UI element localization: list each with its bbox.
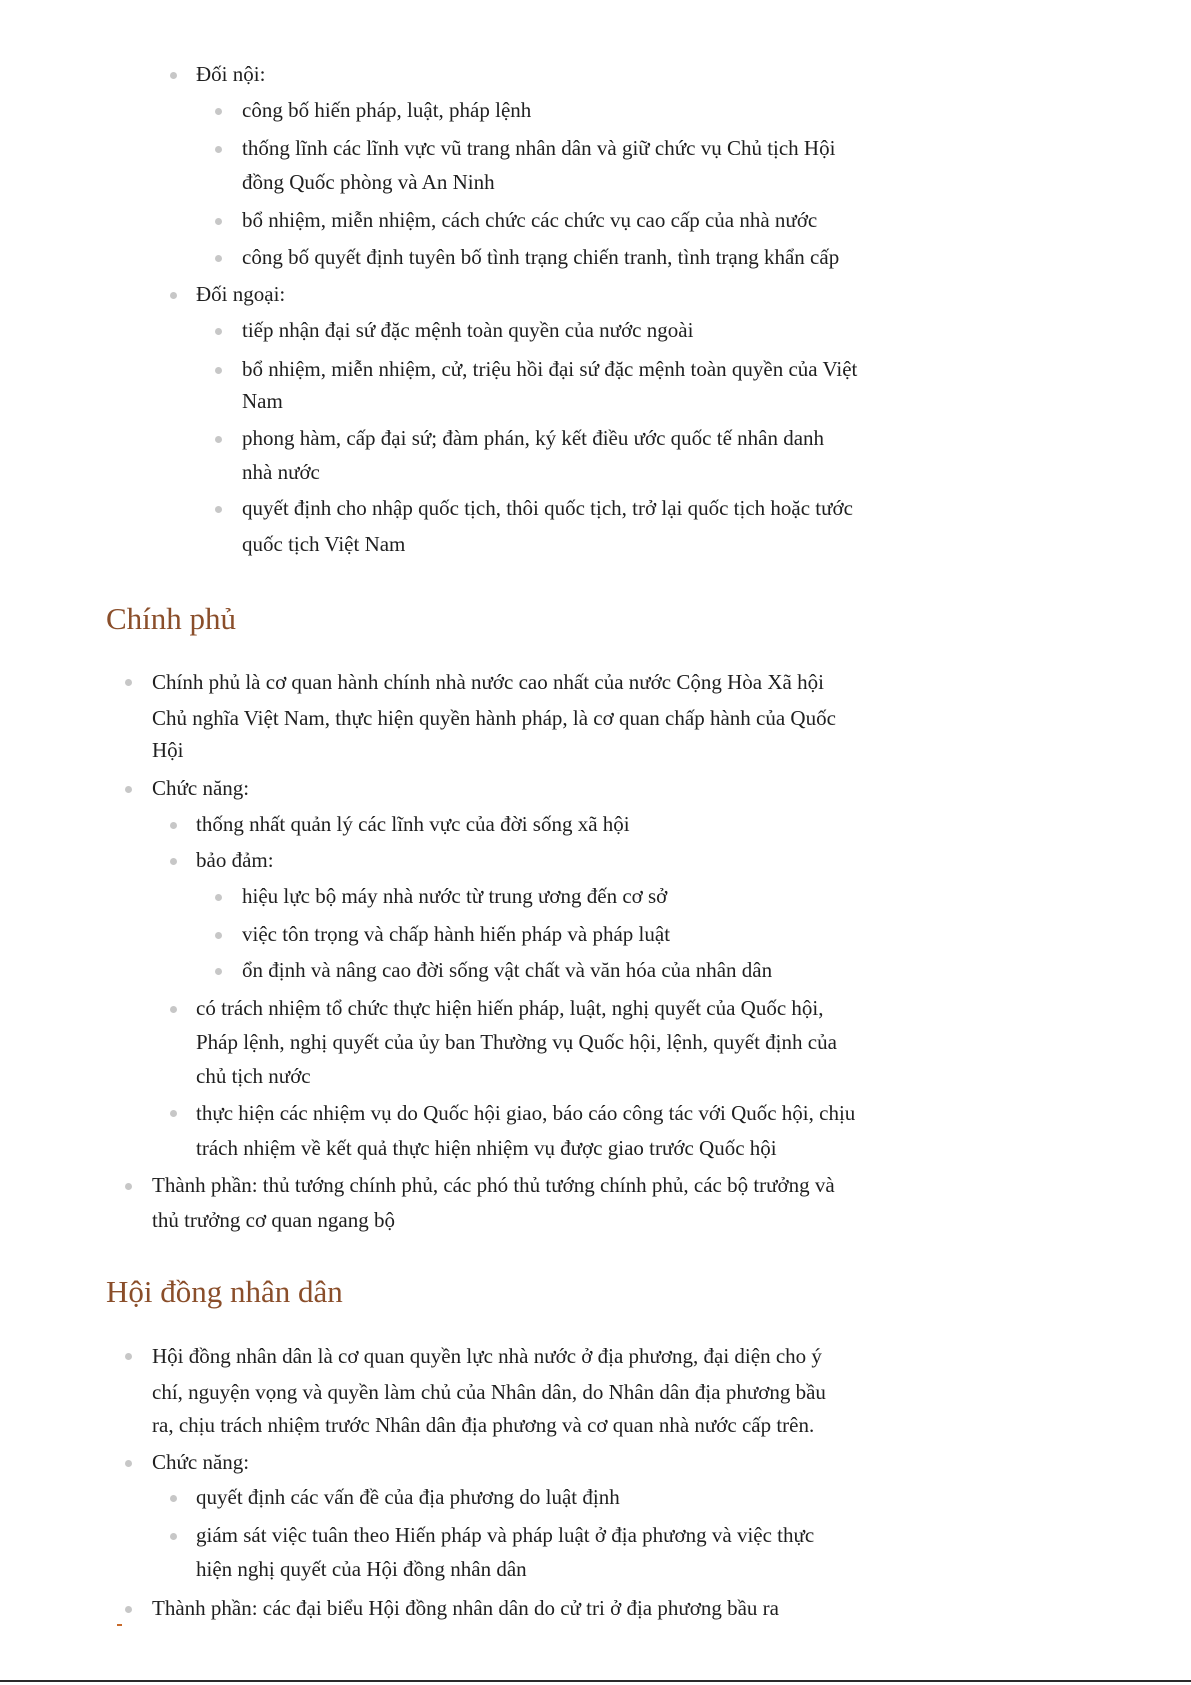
list-item: quyết định các vấn đề của địa phương do luật định <box>196 1485 620 1509</box>
list-item: Hội đồng nhân dân là cơ quan quyền lực nhà nước ở địa phương, đại diện cho ý <box>152 1344 822 1368</box>
list-item-continuation: Nam <box>242 389 283 413</box>
bullet <box>215 932 222 939</box>
bullet <box>215 968 222 975</box>
bullet <box>170 72 177 79</box>
list-item: giám sát việc tuân theo Hiến pháp và pháp luật ở địa phương và việc thực <box>196 1523 815 1547</box>
list-item: công bố quyết định tuyên bố tình trạng chiến tranh, tình trạng khẩn cấp <box>242 245 840 269</box>
page-bottom-rule <box>0 1680 1191 1682</box>
list-item: thống nhất quản lý các lĩnh vực của đời sống xã hội <box>196 812 630 836</box>
list-item-continuation: nhà nước <box>242 460 320 484</box>
bullet <box>215 436 222 443</box>
list-item-continuation: đồng Quốc phòng và An Ninh <box>242 170 495 194</box>
bullet <box>125 786 132 793</box>
bullet <box>215 328 222 335</box>
bullet <box>125 1606 132 1613</box>
bullet <box>170 822 177 829</box>
list-item-continuation: Chủ nghĩa Việt Nam, thực hiện quyền hành pháp, là cơ quan chấp hành của Quốc <box>152 706 836 730</box>
bullet <box>215 255 222 262</box>
list-item-continuation: Hội <box>152 738 184 762</box>
bullet <box>125 1183 132 1190</box>
bullet <box>215 367 222 374</box>
bullet <box>170 1533 177 1540</box>
bullet <box>125 679 132 686</box>
section-heading-hoi-dong-nhan-dan: Hội đồng nhân dân <box>106 1274 343 1309</box>
bullet <box>170 858 177 865</box>
doi-noi-label: Đối nội: <box>196 62 266 86</box>
chuc-nang-label: Chức năng: <box>152 776 250 800</box>
bao-dam-label: bảo đảm: <box>196 848 274 872</box>
list-item: phong hàm, cấp đại sứ; đàm phán, ký kết điều ước quốc tế nhân danh <box>242 426 825 450</box>
list-item: có trách nhiệm tổ chức thực hiện hiến pháp, luật, nghị quyết của Quốc hội, <box>196 996 824 1020</box>
bullet <box>170 292 177 299</box>
bullet <box>170 1495 177 1502</box>
bullet <box>215 108 222 115</box>
bullet <box>125 1353 132 1360</box>
list-item: bổ nhiệm, miễn nhiệm, cách chức các chức vụ cao cấp của nhà nước <box>242 208 818 232</box>
section-heading-chinh-phu: Chính phủ <box>106 601 237 636</box>
list-item: thống lĩnh các lĩnh vực vũ trang nhân dân và giữ chức vụ Chủ tịch Hội <box>242 136 836 160</box>
chuc-nang-label: Chức năng: <box>152 1450 250 1474</box>
list-item-continuation: chí, nguyện vọng và quyền làm chủ của Nhân dân, do Nhân dân địa phương bầu <box>152 1380 826 1404</box>
page-artifact <box>117 1624 122 1626</box>
bullet <box>125 1460 132 1467</box>
list-item: Thành phần: thủ tướng chính phủ, các phó thủ tướng chính phủ, các bộ trưởng và <box>152 1173 835 1197</box>
list-item-continuation: Pháp lệnh, nghị quyết của ủy ban Thường vụ Quốc hội, lệnh, quyết định của <box>196 1030 837 1054</box>
doi-ngoai-label: Đối ngoại: <box>196 282 286 306</box>
list-item: quyết định cho nhập quốc tịch, thôi quốc tịch, trở lại quốc tịch hoặc tước <box>242 496 853 520</box>
list-item: việc tôn trọng và chấp hành hiến pháp và pháp luật <box>242 922 671 946</box>
list-item: Chính phủ là cơ quan hành chính nhà nước cao nhất của nước Cộng Hòa Xã hội <box>152 670 824 694</box>
bullet <box>215 894 222 901</box>
list-item: Thành phần: các đại biểu Hội đồng nhân dân do cử tri ở địa phương bầu ra <box>152 1596 779 1620</box>
list-item-continuation: ra, chịu trách nhiệm trước Nhân dân địa phương và cơ quan nhà nước cấp trên. <box>152 1413 815 1437</box>
list-item: hiệu lực bộ máy nhà nước từ trung ương đến cơ sở <box>242 884 668 908</box>
list-item: bổ nhiệm, miễn nhiệm, cử, triệu hồi đại sứ đặc mệnh toàn quyền của Việt <box>242 357 858 381</box>
list-item: công bố hiến pháp, luật, pháp lệnh <box>242 98 532 122</box>
list-item-continuation: chủ tịch nước <box>196 1064 311 1088</box>
bullet <box>215 506 222 513</box>
bullet <box>215 218 222 225</box>
bullet <box>215 146 222 153</box>
list-item: thực hiện các nhiệm vụ do Quốc hội giao, báo cáo công tác với Quốc hội, chịu <box>196 1101 856 1125</box>
bullet <box>170 1110 177 1117</box>
list-item-continuation: hiện nghị quyết của Hội đồng nhân dân <box>196 1557 527 1581</box>
list-item-continuation: quốc tịch Việt Nam <box>242 532 406 556</box>
list-item-continuation: trách nhiệm về kết quả thực hiện nhiệm vụ được giao trước Quốc hội <box>196 1136 777 1160</box>
bullet <box>170 1006 177 1013</box>
list-item-continuation: thủ trưởng cơ quan ngang bộ <box>152 1208 395 1232</box>
list-item: tiếp nhận đại sứ đặc mệnh toàn quyền của nước ngoài <box>242 318 694 342</box>
list-item: ổn định và nâng cao đời sống vật chất và văn hóa của nhân dân <box>242 958 773 982</box>
